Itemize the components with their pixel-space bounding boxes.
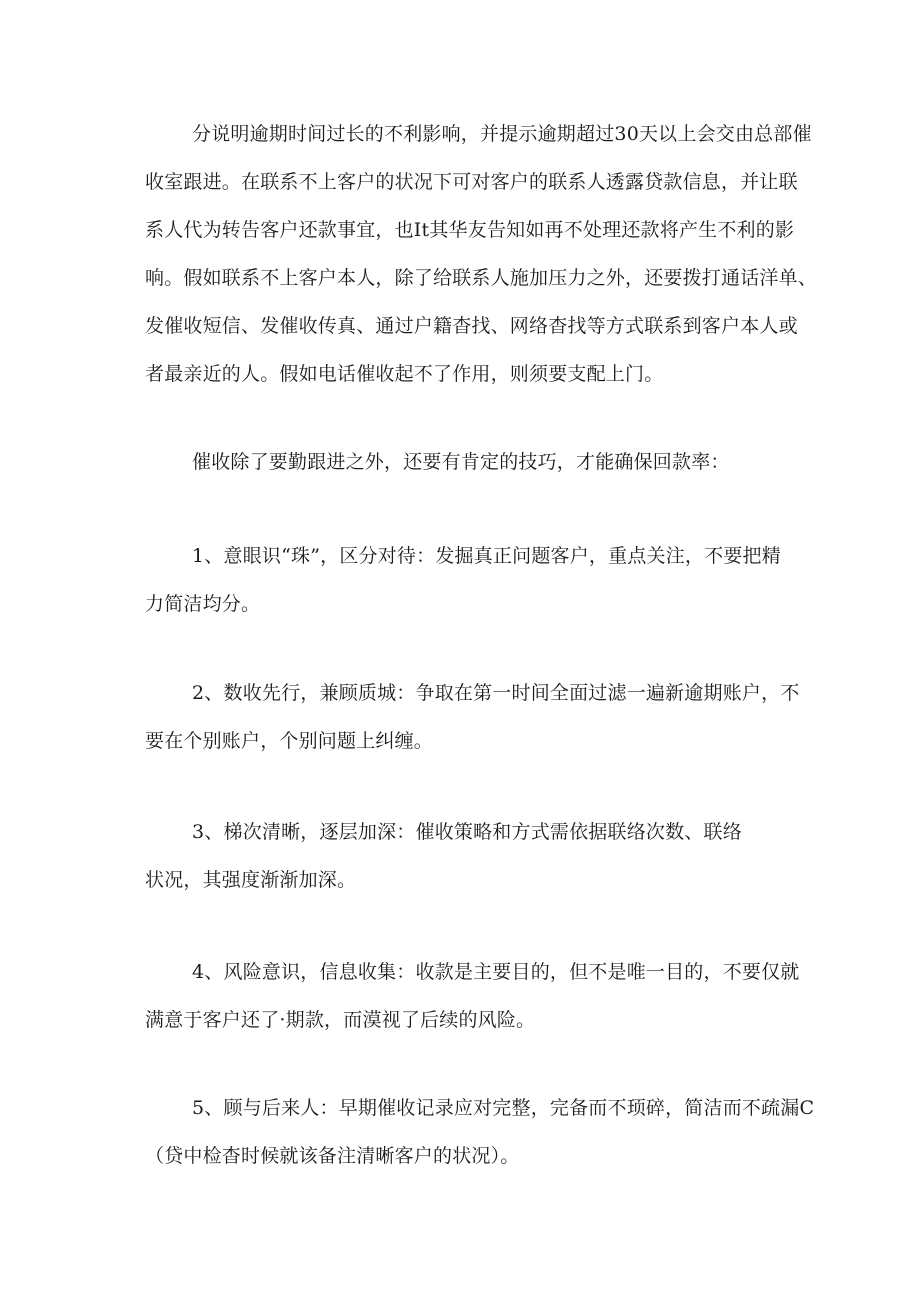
para1-line-5: 发催收短信、发催收传真、通过户籍杳找、网络杳找等方式联系到客户本人或 — [145, 315, 798, 337]
para1-line-2: 收室跟进。在联系不上客户的状况下可对客户的联系人透露贷款信息，并让联 — [145, 171, 798, 193]
item5-line-1: 5、顾与后来人：早期催收记录应对完整，完备而不顼碎，简洁而不疏漏C — [192, 1097, 815, 1119]
para1-line-6: 者最亲近的人。假如电话催收起不了作用，则须要支配上门。 — [145, 363, 664, 385]
item5-line-2: （贷中检杳时候就该备注清晰客户的状况）。 — [145, 1145, 520, 1167]
item3-line-2: 状况，其强度渐渐加深。 — [145, 869, 357, 891]
item2-line-1: 2、数收先行，兼顾质城：争取在第一时间全面过滤一遍新逾期账户，不 — [192, 682, 800, 704]
para1-line-4: 响。假如联系不上客户本人，除了给联系人施加压力之外，还要拨打通话洋单、 — [145, 267, 818, 289]
item1-line-2: 力简洁均分。 — [145, 593, 261, 615]
item2-line-2: 要在个别账户，个别问题上纠缠。 — [145, 730, 434, 752]
para2-line: 催收除了要勤跟进之外，还要有肯定的技巧，才能确保回款率： — [192, 451, 730, 473]
para1-line-3: 系人代为转告客户还款事宜，也It其华友告知如再不处理还款将产生不利的影 — [145, 219, 795, 241]
item4-line-2: 满意于客户还了·期款，而漠视了后续的风险。 — [145, 1009, 536, 1031]
item3-line-1: 3、梯次清晰，逐层加深：催收策略和方式需依据联络次数、联络 — [192, 821, 742, 843]
item4-line-1: 4、风险意识，信息收集：收款是主要目的，但不是唯一目的，不要仅就 — [192, 961, 800, 983]
para1-line-1: 分说明逾期时间过长的不利影响，并提示逾期超过30天以上会交由总部催 — [192, 123, 812, 145]
item1-line-1: 1、意眼识“珠”，区分对待：发掘真正问题客户，重点关注，不要把精 — [192, 545, 781, 567]
